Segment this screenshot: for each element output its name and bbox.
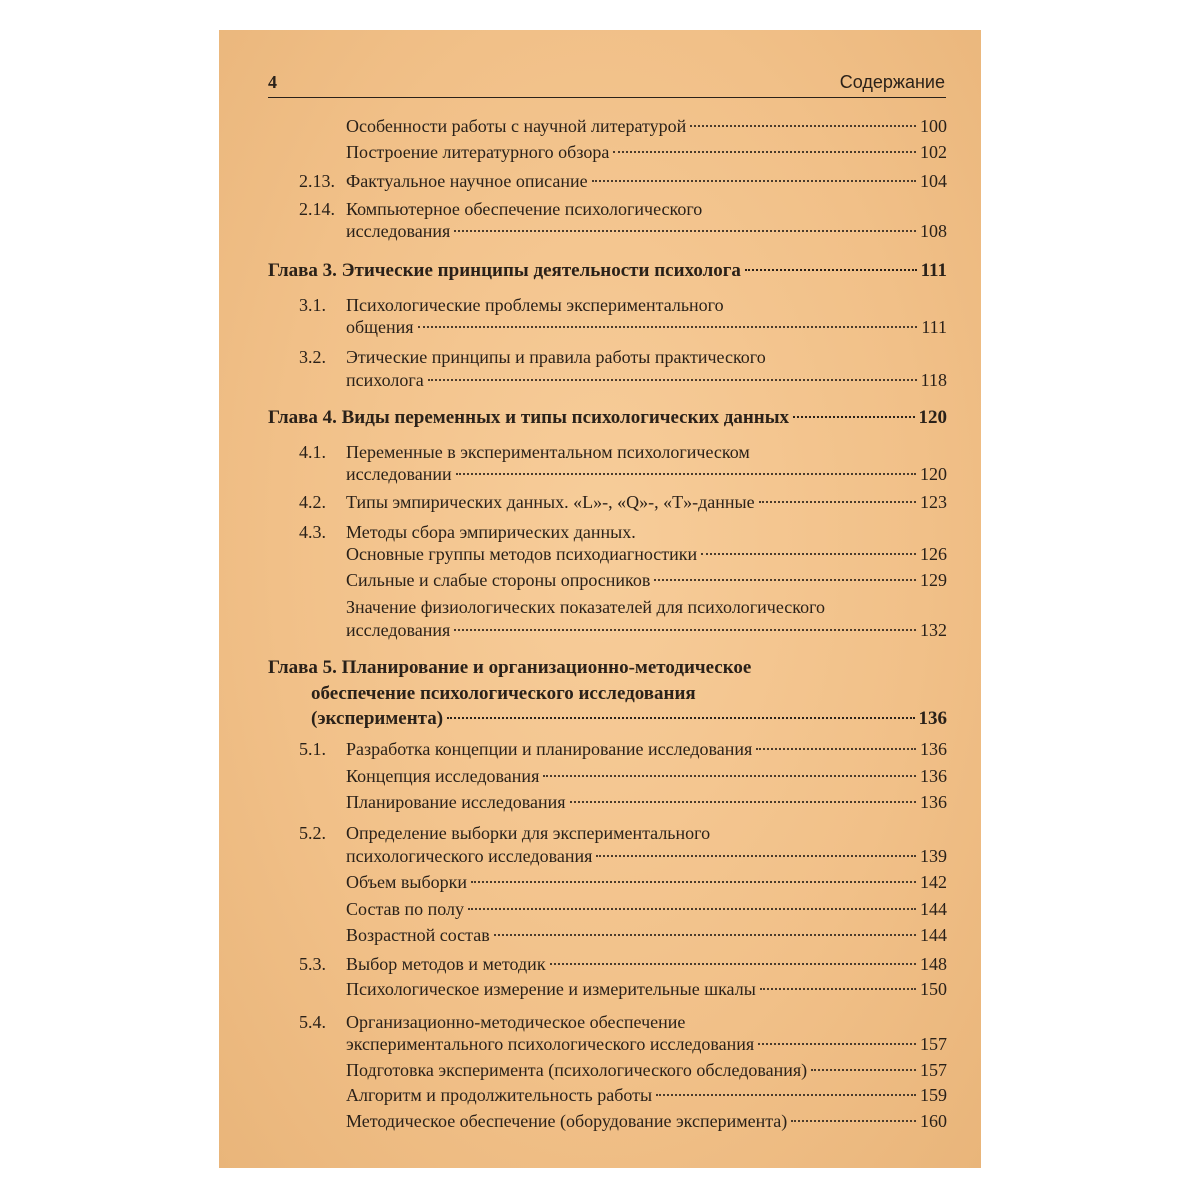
section-number: 2.14.	[299, 199, 335, 219]
leader-dots	[418, 326, 918, 328]
toc-entry	[0, 1010, 1200, 1034]
entry-page: 111	[921, 317, 947, 337]
entry-title-cont: Основные группы методов психодиагностики	[346, 544, 698, 564]
entry-page: 144	[920, 925, 947, 945]
leader-dots	[494, 934, 916, 936]
entry-page: 150	[920, 979, 947, 999]
toc-entry	[0, 821, 1200, 845]
toc-entry	[0, 737, 1200, 761]
leader-dots	[613, 151, 916, 153]
toc-entry-continuation	[0, 462, 1200, 486]
entry-page: 136	[920, 739, 947, 759]
toc-entry	[0, 197, 1200, 221]
entry-title-cont: общения	[346, 317, 414, 337]
entry-title-cont: психолога	[346, 370, 424, 390]
entry-title-cont: исследовании	[346, 464, 452, 484]
entry-page: 139	[920, 846, 947, 866]
leader-dots	[759, 501, 916, 503]
entry-page: 104	[920, 171, 947, 191]
chapter-title-line3: (эксперимента)	[311, 708, 444, 729]
toc-entry	[0, 952, 1200, 976]
entry-title: Типы эмпирических данных. «L»-, «Q»-, «T»-данные	[346, 492, 755, 512]
leader-dots	[745, 269, 917, 271]
entry-page: 136	[920, 766, 947, 786]
header-rule	[268, 97, 946, 98]
leader-dots	[592, 180, 916, 182]
entry-title: Состав по полу	[346, 899, 465, 919]
toc-entry	[0, 1058, 1200, 1082]
entry-page: 132	[920, 620, 947, 640]
entry-page: 126	[920, 544, 947, 564]
entry-title: Планирование исследования	[346, 792, 566, 812]
toc-entry	[0, 790, 1200, 814]
leader-dots	[543, 775, 916, 777]
toc-entry	[0, 595, 1200, 619]
toc-chapter-continuation	[0, 682, 1200, 706]
toc-chapter	[0, 406, 1200, 430]
entry-title: Особенности работы с научной литературой	[346, 116, 687, 136]
toc-entry-continuation	[0, 368, 1200, 392]
leader-dots	[654, 579, 916, 581]
toc-entry-continuation	[0, 219, 1200, 243]
entry-page: 123	[920, 492, 947, 512]
toc-chapter-continuation	[0, 707, 1200, 731]
entry-title: Методы сбора эмпирических данных.	[346, 522, 636, 542]
leader-dots	[791, 1120, 916, 1122]
toc-entry	[0, 568, 1200, 592]
section-number: 4.3.	[299, 522, 326, 542]
toc-entry	[0, 870, 1200, 894]
toc-entry	[0, 114, 1200, 138]
entry-page: 157	[920, 1034, 947, 1054]
leader-dots	[454, 230, 916, 232]
chapter-title: Глава 5. Планирование и организационно-методическое	[268, 657, 752, 678]
toc-entry	[0, 345, 1200, 369]
chapter-page: 136	[918, 708, 947, 729]
chapter-title: Глава 3. Этические принципы деятельности психолога	[268, 260, 741, 281]
section-number: 5.1.	[299, 739, 326, 759]
leader-dots	[454, 629, 916, 631]
toc-entry-continuation	[0, 1032, 1200, 1056]
section-number: 4.1.	[299, 442, 326, 462]
entry-title: Определение выборки для экспериментального	[346, 823, 711, 843]
toc-entry	[0, 140, 1200, 164]
toc-chapter	[0, 656, 1200, 680]
section-number: 3.1.	[299, 295, 326, 315]
entry-title: Возрастной состав	[346, 925, 490, 945]
leader-dots	[428, 379, 917, 381]
leader-dots	[468, 908, 916, 910]
entry-title-cont: исследования	[346, 221, 451, 241]
entry-title: Сильные и слабые стороны опросников	[346, 570, 651, 590]
entry-title: Объем выборки	[346, 872, 468, 892]
entry-page: 120	[920, 464, 947, 484]
leader-dots	[596, 855, 916, 857]
entry-title: Разработка концепции и планирование исследования	[346, 739, 753, 759]
entry-title: Компьютерное обеспечение психологического	[346, 199, 703, 219]
toc-entry	[0, 490, 1200, 514]
leader-dots	[690, 125, 916, 127]
section-number: 5.4.	[299, 1012, 326, 1032]
entry-title: Этические принципы и правила работы практического	[346, 347, 766, 367]
toc-entry	[0, 293, 1200, 317]
toc-entry	[0, 520, 1200, 544]
leader-dots	[447, 717, 914, 719]
leader-dots	[793, 416, 914, 418]
toc-entry	[0, 169, 1200, 193]
entry-page: 118	[920, 370, 947, 390]
entry-title: Фактуальное научное описание	[346, 171, 588, 191]
entry-title: Алгоритм и продолжительность работы	[346, 1085, 653, 1105]
page-number: 4	[268, 72, 277, 92]
section-number: 5.2.	[299, 823, 326, 843]
leader-dots	[570, 801, 916, 803]
entry-title: Подготовка эксперимента (психологического обследования)	[346, 1060, 808, 1080]
toc-entry	[0, 440, 1200, 464]
chapter-title-line2: обеспечение психологического исследования	[311, 683, 696, 704]
entry-title-cont: исследования	[346, 620, 451, 640]
leader-dots	[760, 988, 916, 990]
toc-entry	[0, 1109, 1200, 1133]
entry-title: Выбор методов и методик	[346, 954, 546, 974]
entry-title: Психологическое измерение и измерительные шкалы	[346, 979, 756, 999]
leader-dots	[701, 553, 916, 555]
section-number: 2.13.	[299, 171, 335, 191]
toc-entry-continuation	[0, 542, 1200, 566]
leader-dots	[756, 748, 916, 750]
entry-title: Методическое обеспечение (оборудование эксперимента)	[346, 1111, 788, 1131]
entry-title: Переменные в экспериментальном психологическом	[346, 442, 750, 462]
leader-dots	[456, 473, 916, 475]
toc-entry	[0, 977, 1200, 1001]
entry-page: 136	[920, 792, 947, 812]
leader-dots	[758, 1043, 916, 1045]
leader-dots	[811, 1069, 916, 1071]
section-number: 5.3.	[299, 954, 326, 974]
chapter-title: Глава 4. Виды переменных и типы психологических данных	[268, 407, 790, 428]
toc-entry-continuation	[0, 618, 1200, 642]
toc-entry-continuation	[0, 315, 1200, 339]
entry-title: Концепция исследования	[346, 766, 540, 786]
chapter-page: 120	[918, 407, 947, 428]
leader-dots	[656, 1094, 916, 1096]
entry-title: Значение физиологических показателей для психологического	[346, 597, 826, 617]
toc-entry	[0, 923, 1200, 947]
entry-title: Организационно-методическое обеспечение	[346, 1012, 686, 1032]
entry-title: Построение литературного обзора	[346, 142, 610, 162]
entry-page: 100	[920, 116, 947, 136]
toc-entry-continuation	[0, 844, 1200, 868]
entry-title: Психологические проблемы экспериментального	[346, 295, 724, 315]
toc-entry	[0, 897, 1200, 921]
entry-page: 157	[920, 1060, 947, 1080]
entry-page: 102	[920, 142, 947, 162]
toc-entry	[0, 764, 1200, 788]
entry-page: 142	[920, 872, 947, 892]
entry-page: 160	[920, 1111, 947, 1131]
entry-page: 129	[920, 570, 947, 590]
entry-page: 148	[920, 954, 947, 974]
entry-title-cont: экспериментального психологического исследования	[346, 1034, 755, 1054]
toc-chapter	[0, 259, 1200, 283]
section-number: 4.2.	[299, 492, 326, 512]
entry-page: 108	[920, 221, 947, 241]
entry-title-cont: психологического исследования	[346, 846, 593, 866]
leader-dots	[471, 881, 916, 883]
leader-dots	[550, 963, 916, 965]
entry-page: 159	[920, 1085, 947, 1105]
toc-entry	[0, 1083, 1200, 1107]
entry-page: 144	[920, 899, 947, 919]
running-header-title: Содержание	[839, 72, 945, 92]
section-number: 3.2.	[299, 347, 326, 367]
chapter-page: 111	[920, 260, 947, 281]
